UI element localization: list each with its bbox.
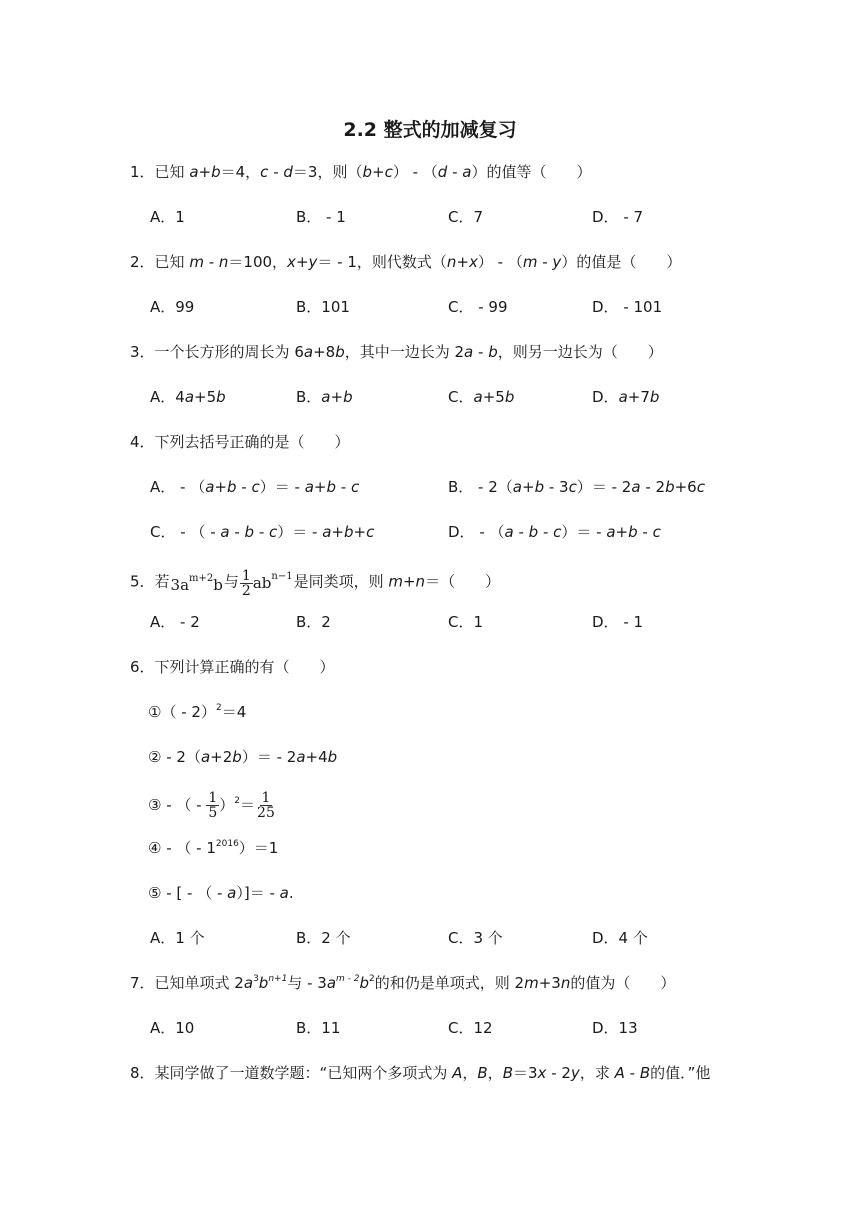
question-2-option-b: B．101 <box>296 298 350 316</box>
question-6-option-c: C．3 个 <box>448 929 503 947</box>
page-title: 2.2 整式的加减复习 <box>343 119 517 141</box>
question-2-option-a: A．99 <box>150 298 195 316</box>
question-2-option-d: D． - 101 <box>592 298 663 316</box>
question-3-option-a: A．4a+5b <box>150 388 226 406</box>
question-5-option-b: B．2 <box>296 613 331 631</box>
question-6-item-5: ⑤ - [ - （ - a）]＝ - a. <box>148 884 294 902</box>
question-3-option-d: D．a+7b <box>592 388 660 406</box>
question-5-option-d: D． - 1 <box>592 613 644 631</box>
question-5-option-c: C．1 <box>448 613 484 631</box>
question-6-item-1: ①（ - 2）$^2$＝4 <box>148 703 247 721</box>
question-1-option-d: D． - 7 <box>592 208 644 226</box>
question-3-option-b: B．a+b <box>296 388 353 406</box>
question-4-stem: 4．下列去括号正确的是（ ） <box>130 433 350 451</box>
question-6-item-3: ③ - （ - $\frac{1}{5}$ ）$^2$＝ $\frac{1}{25}$ <box>148 790 275 821</box>
question-4-option-a: A． - （a+b - c）＝ - a+b - c <box>150 478 360 496</box>
question-6-option-a: A．1 个 <box>150 929 205 947</box>
question-6-option-d: D．4 个 <box>592 929 648 947</box>
question-7-stem: 7．已知单项式 $2a^3b^{n+1}$与 - $3a^{m - 2}b^2$的和仍是单项式，则 2m+3n的值为（ ） <box>130 974 676 992</box>
question-4-option-b: B． - 2（a+b - 3c）＝ - 2a - 2b+6c <box>448 478 705 496</box>
fraction-one-twentyfifth: $\frac{1}{25}$ <box>257 790 275 821</box>
question-7-option-a: A．10 <box>150 1019 195 1037</box>
question-6-option-b: B．2 个 <box>296 929 351 947</box>
question-2-stem: 2．已知 m - n＝100，x+y＝ - 1，则代数式（n+x） - （m - y）的值是（ ） <box>130 253 682 271</box>
question-3-option-c: C．a+5b <box>448 388 515 406</box>
question-2-option-c: C． - 99 <box>448 298 508 316</box>
question-5-option-a: A． - 2 <box>150 613 200 631</box>
fraction-one-fifth: $\frac{1}{5}$ <box>208 790 218 821</box>
question-7-option-b: B．11 <box>296 1019 341 1037</box>
question-4-option-c: C． - （ - a - b - c）＝ - a+b+c <box>150 523 375 541</box>
monomial-expression-1: $3a^{m+2}b$ <box>170 573 223 594</box>
question-6-stem: 6．下列计算正确的有（ ） <box>130 658 335 676</box>
question-6-item-4: ④ - （ - $1^{2016})=1$ <box>148 839 279 857</box>
question-3-stem: 3．一个长方形的周长为 6a+8b，其中一边长为 2a - b，则另一边长为（ ） <box>130 343 663 361</box>
question-4-option-d: D． - （a - b - c）＝ - a+b - c <box>448 523 661 541</box>
question-7-option-c: C．12 <box>448 1019 493 1037</box>
question-7-option-d: D．13 <box>592 1019 638 1037</box>
question-1-option-b: B． - 1 <box>296 208 346 226</box>
question-1-option-c: C．7 <box>448 208 484 226</box>
monomial-expression-2: $\frac{1}{2}$ $ab^{n-1}$ <box>241 568 293 599</box>
question-8-stem: 8．某同学做了一道数学题：“已知两个多项式为 A，B，B＝3x - 2y，求 A - B的值．”他 <box>130 1064 711 1082</box>
question-1-stem: 1．已知 a+b＝4，c - d＝3，则（b+c） - （d - a）的值等（ ） <box>130 163 592 181</box>
question-5-stem: 5．若$3a^{m+2}b$与 $\frac{1}{2}$ $ab^{n-1}$是同类项，则 m+n＝（ ） <box>130 568 501 599</box>
question-1-option-a: A．1 <box>150 208 185 226</box>
question-6-item-2: ② - 2（a+2b）＝ - 2a+4b <box>148 748 338 766</box>
